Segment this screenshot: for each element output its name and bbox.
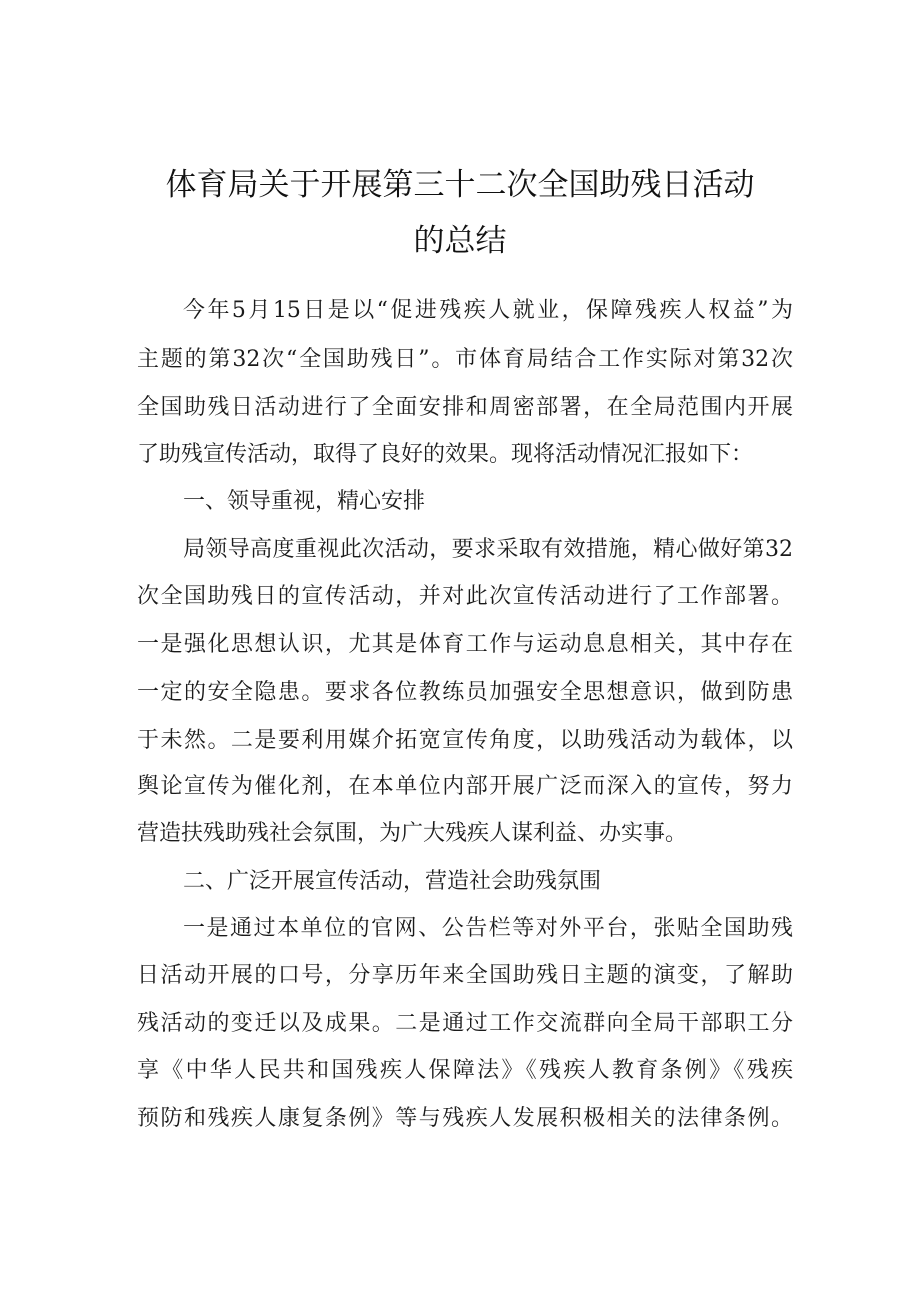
paragraph-1-line-2: 主题的第32次“全国助残日”。市体育局结合工作实际对第32次 bbox=[137, 347, 793, 372]
paragraph-2-line-2: 次全国助残日的宣传活动，并对此次宣传活动进行了工作部署。 bbox=[137, 584, 793, 609]
paragraph-1-line-1: 今年5月15日是以“促进残疾人就业，保障残疾人权益”为 bbox=[183, 298, 793, 323]
paragraph-3-line-3: 残活动的变迁以及成果。二是通过工作交流群向全局干部职工分 bbox=[137, 1011, 793, 1036]
section-heading-2: 二、广泛开展宣传活动，营造社会助残氛围 bbox=[183, 869, 602, 894]
paragraph-1-line-4: 了助残宣传活动，取得了良好的效果。现将活动情况汇报如下： bbox=[137, 442, 754, 467]
paragraph-2-line-7: 营造扶残助残社会氛围，为广大残疾人谋利益、办实事。 bbox=[137, 821, 688, 846]
paragraph-1-line-3: 全国助残日活动进行了全面安排和周密部署，在全局范围内开展 bbox=[137, 395, 793, 420]
paragraph-2-line-4: 一定的安全隐患。要求各位教练员加强安全思想意识，做到防患 bbox=[137, 680, 793, 705]
paragraph-3-line-5: 预防和残疾人康复条例》等与残疾人发展积极相关的法律条例。 bbox=[137, 1106, 793, 1131]
paragraph-2-line-1: 局领导高度重视此次活动，要求采取有效措施，精心做好第32 bbox=[183, 537, 793, 562]
paragraph-3-line-4: 享《中华人民共和国残疾人保障法》《残疾人教育条例》《残疾 bbox=[137, 1058, 793, 1083]
paragraph-2-line-5: 于未然。二是要利用媒介拓宽宣传角度，以助残活动为载体，以 bbox=[137, 728, 793, 753]
paragraph-3-line-2: 日活动开展的口号，分享历年来全国助残日主题的演变，了解助 bbox=[137, 963, 793, 988]
document-title-line-2: 的总结 bbox=[413, 223, 507, 259]
paragraph-3-line-1: 一是通过本单位的官网、公告栏等对外平台，张贴全国助残 bbox=[183, 916, 793, 941]
paragraph-2-line-6: 舆论宣传为催化剂，在本单位内部开展广泛而深入的宣传，努力 bbox=[137, 774, 793, 799]
paragraph-2-line-3: 一是强化思想认识，尤其是体育工作与运动息息相关，其中存在 bbox=[137, 632, 793, 657]
document-title-line-1: 体育局关于开展第三十二次全国助残日活动 bbox=[165, 167, 755, 203]
section-heading-1: 一、领导重视，精心安排 bbox=[183, 489, 426, 514]
